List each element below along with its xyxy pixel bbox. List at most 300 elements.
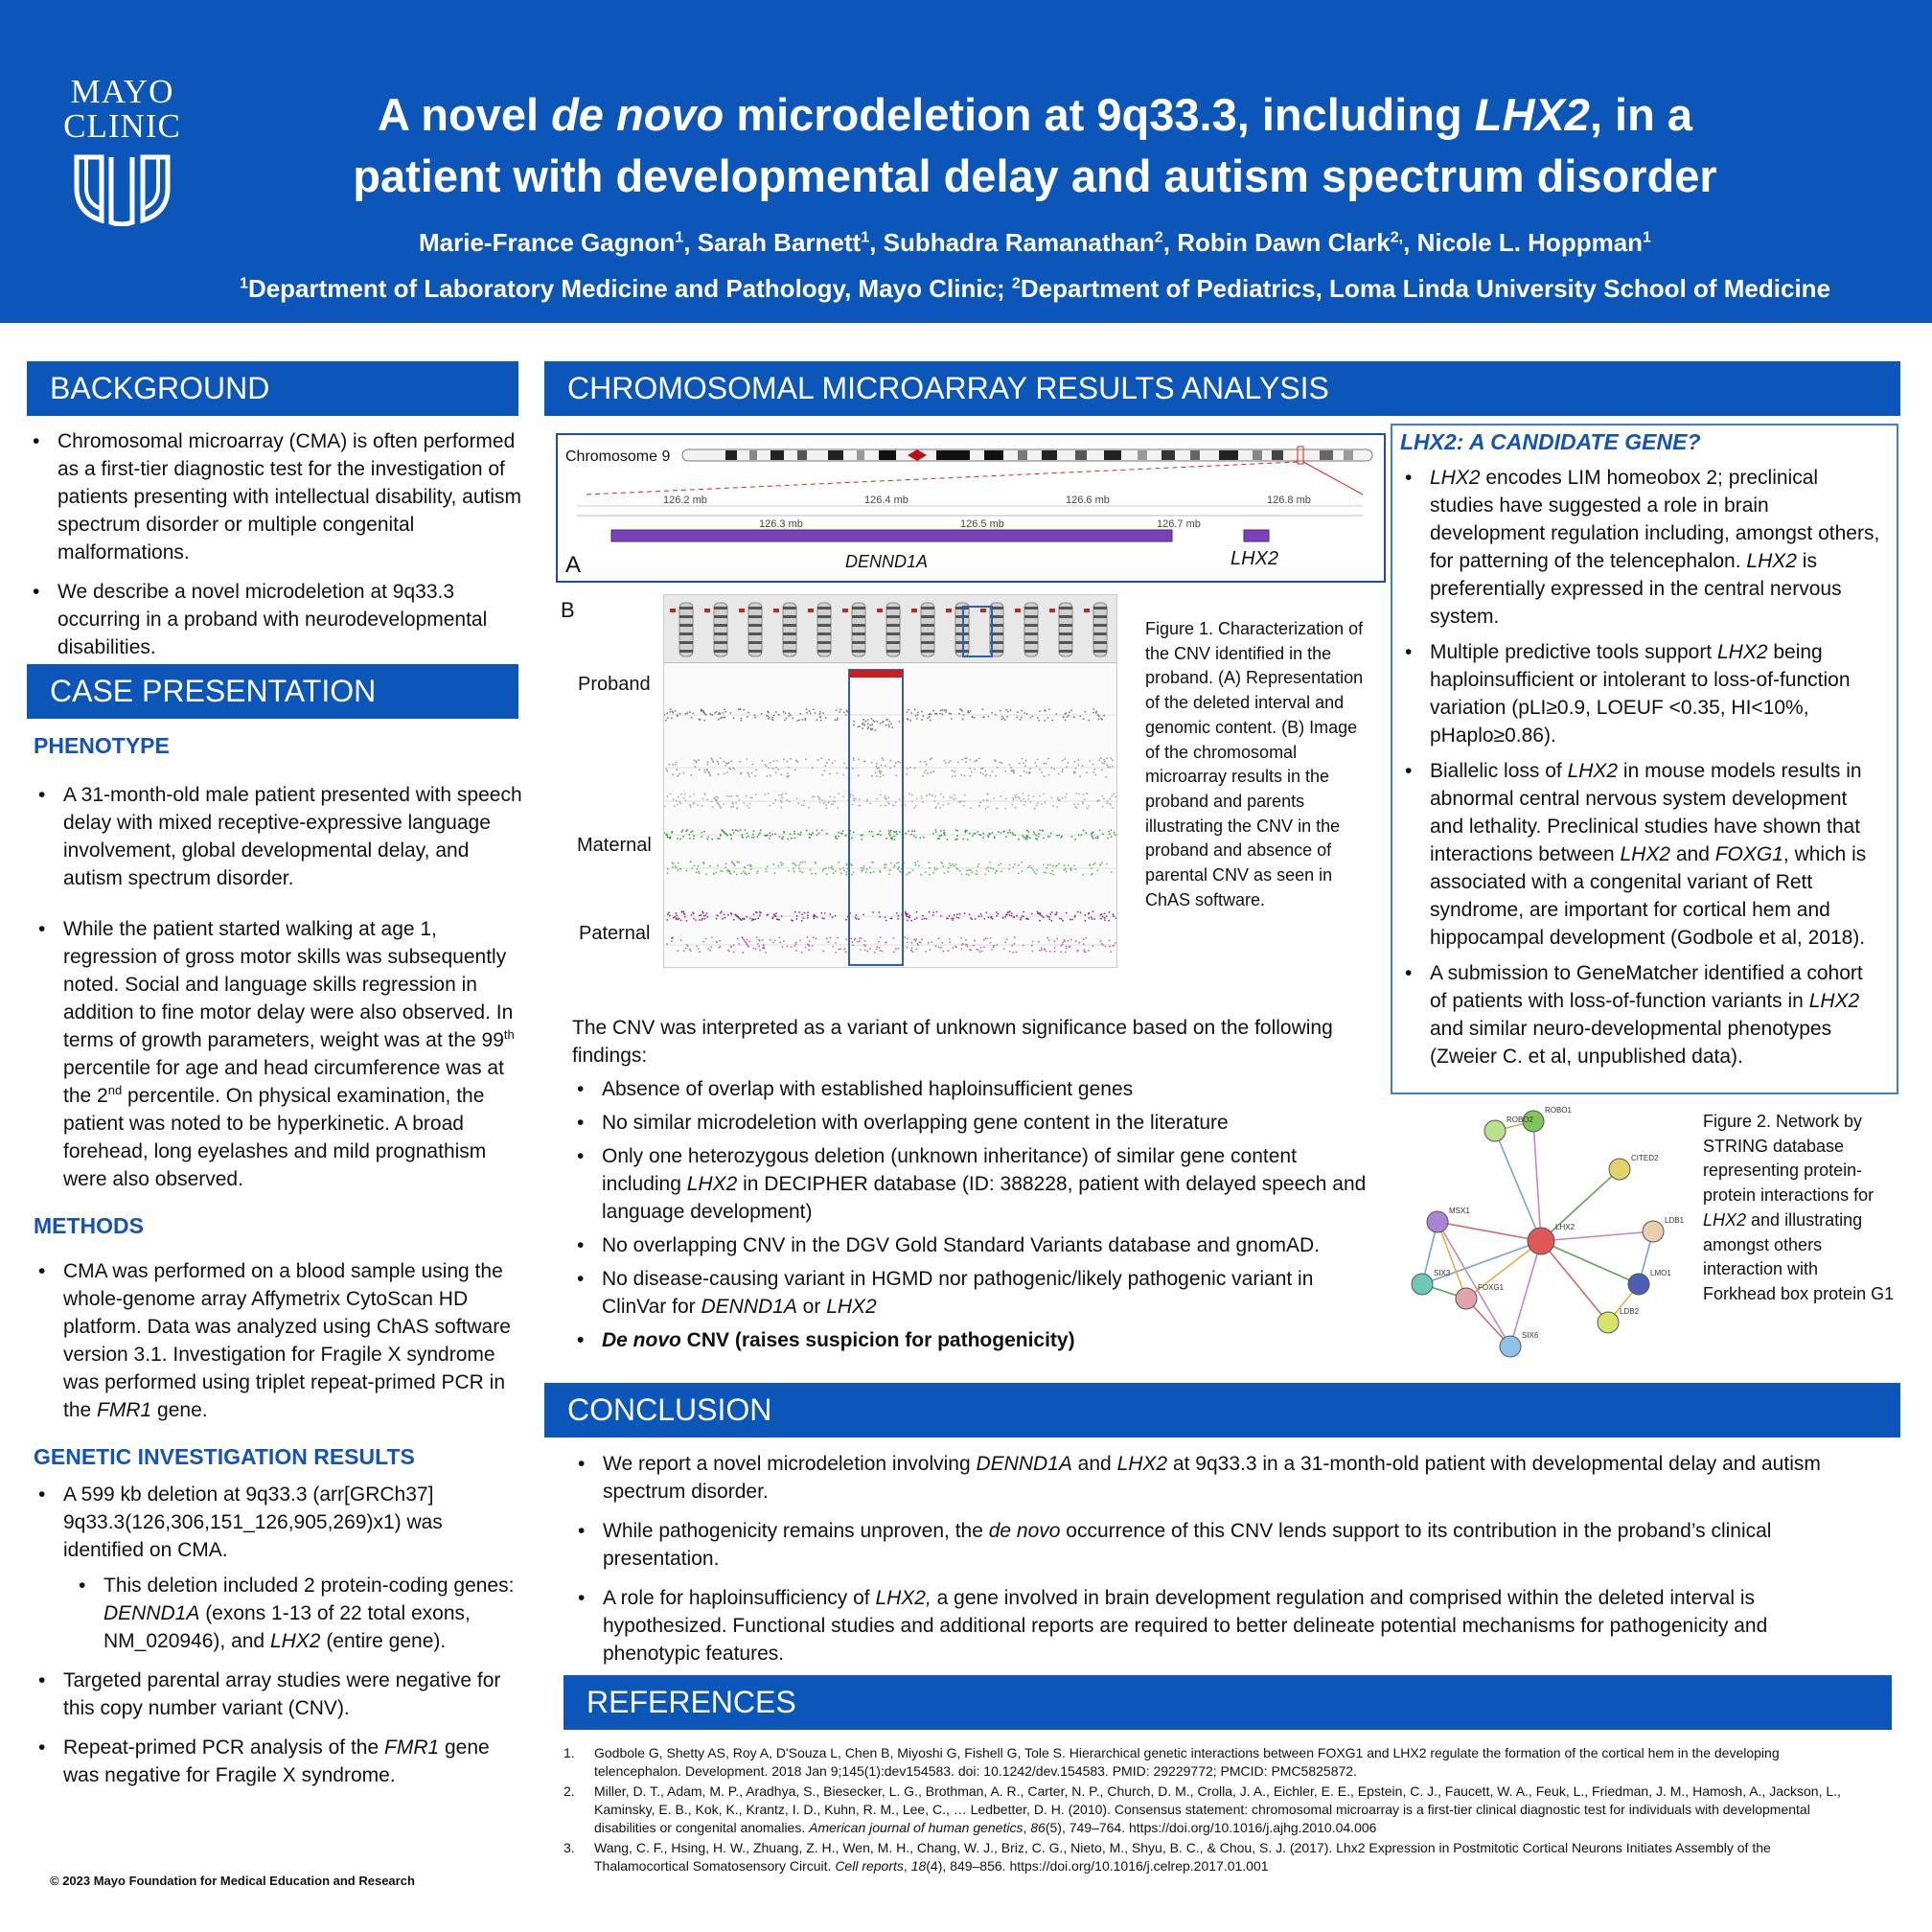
probe-point xyxy=(1009,832,1011,834)
probe-point xyxy=(926,794,928,796)
probe-point xyxy=(789,801,791,803)
probe-point xyxy=(1115,796,1116,798)
probe-point xyxy=(765,794,767,795)
probe-point xyxy=(689,711,691,713)
probe-point xyxy=(781,801,783,803)
probe-point xyxy=(911,794,913,796)
probe-point xyxy=(1104,913,1106,915)
probe-point xyxy=(1098,719,1100,721)
probe-point xyxy=(724,917,726,919)
probe-point xyxy=(693,835,695,837)
reference-part: Miller, D. T., Adam, M. P., Aradhya, S., Biesecker, L. G., Brothman, A. R., Carter, N. P., Church, D. M., Crolla, J. A., Eichler, E. E., Epstein, C. J., Faucett, W. A., Feuk, L., Friedman, J. M., Hamosh, A., Jackson, L., Kaminsky, E. B., Kok, K., Krantz, I. D., Kuhn, R. M., Lee, C., … Ledbetter, D. H. (2010). Consensus statement: chromosomal microarray is a first-tier clinical diagnostic test for individuals with developmental disabilities or congenital anomalies. xyxy=(594,1783,1841,1835)
probe-point xyxy=(1024,837,1025,839)
probe-point xyxy=(990,942,992,944)
probe-point xyxy=(1102,944,1104,946)
probe-point xyxy=(869,724,871,726)
probe-point xyxy=(971,918,973,920)
lhx2-text: being haploinsufficient or intolerant to loss-of-function variation (pLI≥0.9, LOEUF <0.35, HI<10%, pHaplo≥0.86). xyxy=(1430,641,1851,747)
probe-point xyxy=(770,762,771,764)
probe-point xyxy=(666,919,668,921)
probe-point xyxy=(743,870,745,872)
probe-point xyxy=(914,940,916,942)
karyotype-band xyxy=(852,641,865,644)
probe-point xyxy=(932,710,934,712)
probe-point xyxy=(781,838,783,840)
probe-point xyxy=(868,831,870,833)
network-node xyxy=(1528,1228,1554,1254)
probe-point xyxy=(769,832,770,834)
probe-point xyxy=(957,830,959,832)
probe-point xyxy=(1113,945,1115,947)
probe-point xyxy=(1065,720,1067,722)
probe-point xyxy=(748,712,749,714)
probe-point xyxy=(742,834,744,836)
probe-point xyxy=(670,708,672,710)
probe-point xyxy=(1031,867,1033,869)
probe-point xyxy=(889,918,891,920)
probe-point xyxy=(1102,806,1104,808)
network-edge xyxy=(1541,1169,1620,1241)
probe-point xyxy=(978,949,979,951)
probe-point xyxy=(880,835,882,837)
cnv-highlight-box xyxy=(849,670,903,965)
probe-point xyxy=(718,947,720,949)
karyotype-mark xyxy=(773,609,779,612)
probe-point xyxy=(668,912,670,914)
probe-point xyxy=(805,758,807,760)
probe-point xyxy=(917,861,919,862)
probe-point xyxy=(1094,774,1096,776)
reference-text xyxy=(594,1839,1848,1875)
probe-point xyxy=(724,866,726,868)
probe-point xyxy=(1068,864,1070,866)
probe-point xyxy=(796,720,798,722)
probe-point xyxy=(736,874,738,876)
probe-point xyxy=(846,871,848,873)
probe-point xyxy=(1004,770,1006,772)
probe-point xyxy=(804,862,806,863)
probe-point xyxy=(978,863,979,865)
network-node-label: ROBO1 xyxy=(1545,1106,1573,1115)
probe-point xyxy=(764,835,766,837)
probe-point xyxy=(949,915,951,917)
probe-point xyxy=(691,868,693,870)
probe-point xyxy=(816,916,818,918)
probe-point xyxy=(982,716,984,718)
probe-point xyxy=(744,872,746,874)
probe-point xyxy=(1076,951,1078,953)
probe-point xyxy=(845,939,847,941)
probe-point xyxy=(838,949,840,951)
karyotype-band xyxy=(1059,615,1072,618)
probe-point xyxy=(846,768,848,770)
probe-point xyxy=(1109,803,1111,805)
probe-point xyxy=(771,917,773,919)
probe-point xyxy=(998,913,1000,915)
karyotype-band xyxy=(1093,641,1107,644)
probe-point xyxy=(811,873,813,875)
probe-point xyxy=(1099,864,1101,866)
probe-point xyxy=(844,948,846,950)
probe-point xyxy=(968,869,970,871)
probe-point xyxy=(982,768,984,770)
figure-2-caption xyxy=(1703,1110,1895,1307)
probe-point xyxy=(944,760,946,762)
probe-point xyxy=(730,712,732,714)
probe-point xyxy=(924,918,926,920)
probe-point xyxy=(694,865,696,867)
probe-point xyxy=(789,715,791,717)
probe-point xyxy=(732,806,734,808)
probe-point xyxy=(1091,916,1092,918)
probe-point xyxy=(930,759,932,761)
probe-point xyxy=(667,872,669,874)
karyotype-band xyxy=(852,632,865,635)
probe-point xyxy=(761,713,763,715)
karyotype-band xyxy=(921,607,934,610)
probe-point xyxy=(910,834,912,836)
probe-point xyxy=(1036,869,1038,871)
probe-point xyxy=(940,794,942,795)
probe-point xyxy=(899,831,901,833)
probe-point xyxy=(1039,920,1041,922)
probe-point xyxy=(997,767,999,769)
probe-point xyxy=(788,767,790,769)
probe-point xyxy=(988,833,990,835)
karyotype-band xyxy=(1024,632,1038,635)
probe-point xyxy=(774,872,776,874)
probe-point xyxy=(820,720,822,722)
probe-point xyxy=(667,868,669,870)
probe-point xyxy=(1051,911,1053,913)
probe-point xyxy=(906,874,908,876)
probe-point xyxy=(744,866,746,868)
reference-part: , xyxy=(1023,1820,1031,1835)
probe-point xyxy=(790,758,792,760)
probe-point xyxy=(751,837,753,839)
gene-name: LHX2 xyxy=(1703,1209,1747,1230)
karyotype-band xyxy=(714,615,727,618)
chromosome-band xyxy=(749,450,757,460)
probe-point xyxy=(814,916,816,918)
karyotype-thumb xyxy=(886,603,900,656)
network-node-label: SIX3 xyxy=(1434,1269,1451,1277)
probe-point xyxy=(948,762,950,764)
probe-point xyxy=(796,915,798,917)
probe-point xyxy=(970,775,972,777)
probe-point xyxy=(1002,718,1004,720)
probe-point xyxy=(1018,839,1020,840)
probe-point xyxy=(910,950,912,952)
probe-point xyxy=(737,807,739,809)
probe-point xyxy=(1054,940,1056,942)
probe-point xyxy=(896,774,898,776)
probe-point xyxy=(787,839,789,840)
probe-point xyxy=(1066,946,1068,948)
lhx2-text: Multiple predictive tools support xyxy=(1430,641,1717,663)
probe-point xyxy=(871,762,873,764)
probe-point xyxy=(1027,866,1029,868)
probe-point xyxy=(856,918,858,920)
probe-point xyxy=(1051,720,1053,722)
probe-point xyxy=(1007,911,1009,913)
probe-point xyxy=(1037,911,1039,913)
probe-point xyxy=(1041,915,1043,917)
probe-point xyxy=(935,829,937,831)
probe-point xyxy=(939,835,941,837)
probe-point xyxy=(706,916,708,918)
probe-point xyxy=(1113,915,1115,917)
probe-point xyxy=(879,947,881,949)
probe-point xyxy=(728,762,730,764)
probe-point xyxy=(916,718,918,720)
probe-point xyxy=(917,944,919,946)
probe-point xyxy=(1025,836,1027,838)
probe-point xyxy=(843,869,845,871)
probe-point xyxy=(877,768,879,770)
network-node xyxy=(1484,1120,1506,1141)
volume: 86 xyxy=(1030,1820,1046,1835)
probe-point xyxy=(1098,715,1100,717)
probe-point xyxy=(730,838,732,840)
network-node-label: LHX2 xyxy=(1555,1223,1576,1231)
probe-point xyxy=(952,863,954,865)
probe-point xyxy=(739,708,741,710)
probe-point xyxy=(959,870,961,872)
author-sup: 1 xyxy=(861,228,870,246)
probe-point xyxy=(701,710,702,712)
probe-point xyxy=(972,871,974,873)
probe-point xyxy=(1020,719,1022,721)
probe-point xyxy=(1092,910,1094,912)
karyotype-mark xyxy=(877,609,883,612)
probe-point xyxy=(1053,874,1055,876)
probe-point xyxy=(780,807,782,809)
probe-point xyxy=(1062,760,1064,762)
probe-point xyxy=(676,914,678,916)
probe-point xyxy=(1102,916,1104,918)
probe-point xyxy=(915,805,917,807)
probe-point xyxy=(823,868,825,870)
karyotype-mark xyxy=(808,609,814,612)
probe-point xyxy=(950,713,952,715)
probe-point xyxy=(858,758,860,760)
probe-point xyxy=(897,868,899,870)
chromosome-band xyxy=(770,450,784,460)
probe-point xyxy=(853,757,855,759)
probe-point xyxy=(1046,763,1047,765)
probe-point xyxy=(1061,836,1063,838)
probe-point xyxy=(1098,759,1100,761)
probe-point xyxy=(795,950,797,952)
probe-point xyxy=(679,868,681,870)
probe-point xyxy=(723,712,724,714)
probe-point xyxy=(1016,794,1018,795)
probe-point xyxy=(731,795,733,797)
probe-point xyxy=(888,724,890,726)
probe-point xyxy=(884,797,886,799)
probe-point xyxy=(1088,913,1090,915)
probe-point xyxy=(679,802,681,804)
probe-point xyxy=(776,919,778,921)
probe-point xyxy=(759,832,761,834)
list-item xyxy=(63,1481,527,1655)
probe-point xyxy=(1109,946,1111,948)
probe-point xyxy=(882,757,884,759)
probe-point xyxy=(799,862,801,863)
caption-text: and illustrating amongst others interaction with Forkhead box protein G1 xyxy=(1703,1209,1895,1303)
probe-point xyxy=(1001,716,1003,718)
superscript: th xyxy=(503,1027,515,1042)
probe-point xyxy=(813,918,815,920)
probe-point xyxy=(717,864,719,866)
probe-point xyxy=(953,947,954,949)
probe-point xyxy=(683,910,685,912)
karyotype-band xyxy=(1093,632,1107,635)
tick-label: 126.7 mb xyxy=(1157,518,1201,530)
gene-name: FMR1 xyxy=(97,1399,152,1421)
probe-point xyxy=(886,838,887,840)
probe-point xyxy=(794,863,795,865)
probe-point xyxy=(1026,917,1028,919)
probe-point xyxy=(712,714,714,716)
probe-point xyxy=(1105,946,1107,948)
probe-point xyxy=(730,806,732,808)
probe-point xyxy=(871,728,873,730)
probe-point xyxy=(924,761,926,763)
tick-label: 126.5 mb xyxy=(960,518,1004,530)
probe-point xyxy=(858,775,860,777)
probe-point xyxy=(987,866,989,868)
probe-point xyxy=(850,937,852,939)
probe-point xyxy=(900,871,902,873)
probe-point xyxy=(998,831,1000,833)
probe-point xyxy=(1000,832,1001,834)
probe-point xyxy=(978,915,979,917)
probe-point xyxy=(1000,795,1001,797)
probe-point xyxy=(983,939,985,941)
probe-point xyxy=(886,798,887,800)
probe-point xyxy=(752,948,754,950)
probe-point xyxy=(974,717,976,719)
probe-point xyxy=(1004,916,1006,918)
probe-point xyxy=(1066,948,1068,950)
probe-point xyxy=(807,911,809,913)
probe-point xyxy=(1050,833,1052,835)
probe-point xyxy=(980,913,982,915)
list-item xyxy=(1430,464,1884,631)
probe-point xyxy=(1103,759,1105,761)
probe-point xyxy=(1037,802,1039,804)
probe-point xyxy=(1006,938,1008,940)
network-node-label: FOXG1 xyxy=(1478,1283,1505,1292)
dennd1a-track xyxy=(611,530,1172,541)
karyotype-band xyxy=(783,624,796,627)
probe-point xyxy=(845,951,847,953)
probe-point xyxy=(1093,769,1095,770)
probe-point xyxy=(944,872,946,874)
probe-point xyxy=(840,873,842,875)
probe-point xyxy=(1083,951,1085,953)
probe-point xyxy=(766,835,768,837)
probe-point xyxy=(995,775,997,777)
probe-point xyxy=(966,873,968,875)
probe-point xyxy=(678,950,679,952)
probe-point xyxy=(879,916,881,918)
karyotype-band xyxy=(921,641,934,644)
probe-point xyxy=(730,760,732,762)
probe-point xyxy=(810,869,812,871)
probe-point xyxy=(1014,795,1016,797)
probe-point xyxy=(851,874,853,876)
probe-point xyxy=(1029,837,1031,839)
probe-point xyxy=(852,794,854,796)
probe-point xyxy=(701,914,702,916)
probe-point xyxy=(713,873,715,875)
probe-point xyxy=(1034,808,1036,810)
probe-point xyxy=(721,910,723,912)
probe-point xyxy=(718,763,720,765)
probe-point xyxy=(961,874,963,876)
network-node-label: CITED2 xyxy=(1631,1154,1659,1162)
probe-point xyxy=(1062,770,1064,772)
probe-point xyxy=(918,865,920,867)
probe-point xyxy=(845,714,847,716)
probe-point xyxy=(756,873,758,875)
probe-point xyxy=(1009,829,1011,831)
probe-point xyxy=(911,951,913,953)
probe-point xyxy=(853,797,855,799)
chromosome-band xyxy=(1162,450,1175,460)
probe-point xyxy=(756,836,758,838)
finding-text: Only one heterozygous deletion (unknown inheritance) of similar gene content including xyxy=(602,1145,1297,1195)
probe-point xyxy=(685,948,687,950)
probe-point xyxy=(822,870,824,872)
probe-point xyxy=(942,804,944,806)
probe-point xyxy=(715,872,717,874)
probe-point xyxy=(1070,869,1072,871)
probe-point xyxy=(1062,797,1064,799)
probe-point xyxy=(687,946,689,948)
probe-point xyxy=(882,722,884,724)
reference-item xyxy=(564,1744,1848,1781)
probe-point xyxy=(675,710,677,712)
probe-point xyxy=(1027,831,1029,833)
probe-point xyxy=(914,767,916,769)
probe-point xyxy=(853,724,855,726)
karyotype-band xyxy=(852,650,865,653)
probe-point xyxy=(1069,711,1070,713)
probe-point xyxy=(676,769,678,770)
karyotype-band xyxy=(852,607,865,610)
probe-point xyxy=(1014,943,1016,945)
probe-point xyxy=(1031,951,1033,953)
probe-point xyxy=(1007,832,1009,834)
probe-point xyxy=(1082,874,1084,876)
probe-point xyxy=(678,801,680,803)
probe-point xyxy=(917,712,919,714)
probe-point xyxy=(673,862,675,864)
probe-point xyxy=(941,942,943,944)
probe-point xyxy=(888,873,890,875)
probe-point xyxy=(954,863,956,865)
probe-point xyxy=(711,839,713,840)
probe-point xyxy=(767,865,769,867)
probe-point xyxy=(914,708,916,710)
probe-point xyxy=(1095,837,1097,839)
network-node xyxy=(1500,1336,1521,1357)
probe-point xyxy=(770,939,771,941)
